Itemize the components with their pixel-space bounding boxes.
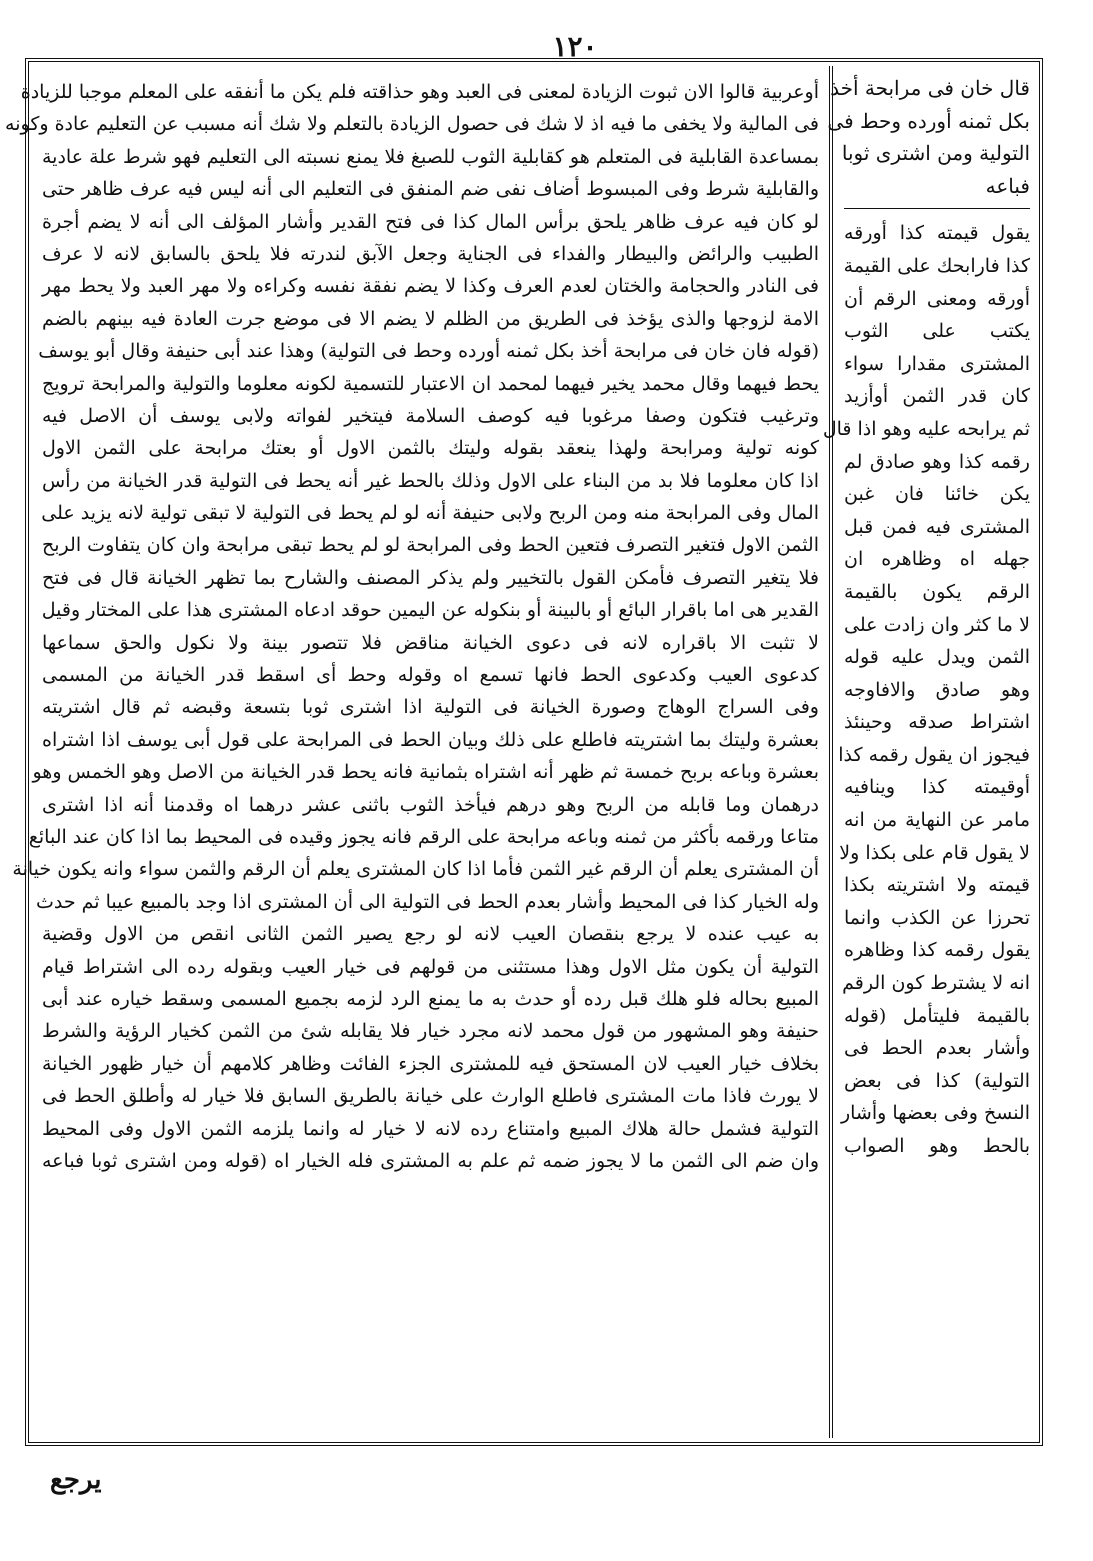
main-text-line: اذا كان معلوما فلا بد من البناء على الاول وذلك بالحط غير أنه يحط فى التولية قدر الخيانة من رأس — [42, 469, 819, 492]
margin-text-line: المشترى مقدارا سواء — [844, 352, 1030, 375]
main-text-line: بعشرة وليتك بما اشتريته فاطلع على ذلك وبيان الحط فى المرابحة على قول أبى يوسف اذا اشتراه — [42, 728, 819, 751]
main-text-line: التولية فشمل حالة هلاك المبيع وامتناع رده لانه لا خيار له وانما يلزمه الثمن الاول وفى المحيط — [42, 1117, 819, 1140]
margin-text-line: وهو صادق والافاوجه — [844, 678, 1030, 701]
margin-text-line: قيمته ولا اشتريته بكذا — [844, 874, 1030, 897]
margin-text-line: تحرزا عن الكذب وانما — [844, 906, 1030, 929]
main-text-line: لو كان فيه عرف ظاهر يلحق برأس المال كذا فى فتح القدير وأشار المؤلف الى أنه لا يضم أجرة — [42, 210, 819, 233]
margin-commentary-column — [822, 66, 1038, 1438]
margin-text-line: ثم يرابحه عليه وهو اذا قال — [822, 417, 1030, 440]
main-text-line: وترغيب فتكون وصفا مرغوبا فيه كوصف السلامة فيتخير لفواته ولابى يوسف أن الاصل فيه — [42, 404, 819, 427]
margin-text-line: فيجوز ان يقول رقمه كذا — [838, 743, 1030, 766]
main-text-line: وفى السراج الوهاج وصورة الخيانة فى التولية اذا اشترى ثوبا بتسعة وقبضه ثم قال اشتريته — [42, 696, 819, 719]
main-text-line: كونه تولية ومرابحة ولهذا ينعقد بقوله وليتك بالثمن الاول أو بعتك مرابحة على الثمن الاول — [42, 437, 819, 460]
main-text-line: يحط فيهما وقال محمد يخير فيهما لمحمد ان الاعتبار للتسمية لكونه معلوما والتولية والمرابحة ترويج — [42, 372, 819, 395]
main-text-line: بعشرة وباعه بربح خمسة ثم ظهر أنه اشتراه بثمانية فانه يحط قدر الخيانة من الاصل وهو الخمس وهو — [32, 761, 819, 784]
margin-text-line: الرقم يكون بالقيمة — [844, 580, 1030, 603]
page-number: ١٢٠ — [552, 30, 598, 63]
margin-text-line: وأشار بعدم الحط فى — [844, 1037, 1030, 1060]
margin-body — [822, 217, 1030, 1162]
margin-text-line: النسخ وفى بعضها وأشار — [840, 1102, 1030, 1125]
margin-text-line: يكتب على الثوب — [844, 320, 1030, 343]
margin-text-line: بالقيمة فليتأمل (قوله — [844, 1004, 1030, 1027]
main-text-line: أوعربية قالوا الان ثبوت الزيادة لمعنى فى العبد وهو حذاقته فلم يكن ما أنفقه على المعلم موجبا للزيادة — [20, 81, 819, 103]
main-text-line: والقابلية شرط وفى المبسوط أضاف نفى ضم المنفق فى التعليم الى أنه ليس فيه عرف ظاهر حتى — [42, 178, 819, 201]
main-text-line: كدعوى العيب وكدعوى الحط فانها تسمع اه وقوله وحط أى اسقط قدر الخيانة من المسمى — [42, 664, 819, 687]
margin-text-line: المشترى فيه فمن قبل — [844, 515, 1030, 538]
margin-text-line: مامر عن النهاية من انه — [844, 809, 1030, 832]
margin-text-line: انه لا يشترط كون الرقم — [842, 972, 1030, 995]
margin-text-line: الثمن ويدل عليه قوله — [844, 646, 1030, 669]
margin-text-line: لا ما كثر وان زادت على — [844, 613, 1030, 636]
main-text-line: بخلاف خيار العيب لان المستحق فيه للمشترى الجزء الفائت وظاهر كلامهم أن خيار ظهور الخيانة — [42, 1052, 819, 1075]
margin-text-line: أوقيمته كذا وينافيه — [844, 776, 1030, 799]
main-text-line: الثمن الاول فتغير التصرف فتعين الحط وفى المرابحة لو لم يحط تبقى مرابحة وان كان يتفاوت الربح — [42, 534, 819, 557]
catchword: يرجع — [50, 1465, 102, 1495]
main-text-line: وله الخيار كذا فى المحيط وأشار بعدم الحط فى التولية الى أن المشترى اذا وجد بالمبيع عيبا ثم حدث — [35, 890, 819, 913]
main-text-line: لا يورث فاذا مات المشترى فاطلع الوارث على خيانة بالطريق السابق فلا خيار له وأطلق الحط فى — [42, 1085, 819, 1108]
margin-text-line: أورقه ومعنى الرقم أن — [844, 287, 1030, 310]
main-text-line: وان ضم الى الثمن ما لا يجوز ضمه ثم علم به المشترى فله الخيار اه (قوله ومن اشترى ثوبا فباعه — [42, 1149, 819, 1172]
main-text-line: بمساعدة القابلية فى المتعلم هو كقابلية الثوب للصبغ فلا يمنع نسبته الى التعليم فهو شرط علة عادية — [42, 145, 819, 168]
main-text-line: فلا يتغير التصرف فأمكن القول بالتخيير ولم يذكر المصنف والشارح بما تظهر الخيانة قال فى فتح — [42, 566, 819, 589]
margin-heading-line: بكل ثمنه أورده وحط فى — [827, 108, 1030, 133]
margin-text-line: كذا فارابحك على القيمة — [843, 254, 1030, 277]
margin-heading-line: فباعه — [985, 173, 1030, 198]
main-text-line: درهمان وما قابله من الربح وهو درهم فيأخذ الثوب باثنى عشر درهما اه وقدمنا أنه اذا اشترى — [42, 793, 819, 816]
margin-heading — [827, 72, 1030, 202]
main-text-line: متاعا ورقمه بأكثر من ثمنه وباعه مرابحة على الرقم فانه يجوز وقيده فى المحيط بما اذا كان عند البائع — [28, 825, 819, 848]
margin-text-line: اشتراط صدقه وحينئذ — [844, 711, 1030, 734]
main-text-line: القدير هى اما باقرار البائع أو بالبينة أو بنكوله عن اليمين حوقد ادعاه المشترى هذا على المختار وقيل — [41, 599, 819, 622]
margin-text-line: كان قدر الثمن أوأزيد — [844, 385, 1030, 408]
margin-text-line: يكن خائنا فان غبن — [844, 483, 1030, 506]
margin-text-line: يقول رقمه كذا وظاهره — [844, 939, 1030, 962]
margin-heading-line: التولية ومن اشترى ثوبا — [841, 141, 1030, 166]
main-text-line: فى النادر والحجامة والختان لعدم العرف وكذا لا يضم نفقة نفسه وكراءه ولا مهر العبد ولا يحط مهر — [42, 275, 819, 298]
margin-text-line: جهله اه وظاهره ان — [844, 548, 1030, 571]
main-text-line: المال وفى المرابحة منه ومن الربح ولابى حنيفة أنه لو لم يحط فى التولية لا تبقى تولية لانه يزيد على — [41, 502, 819, 525]
main-text-line: لا تثبت الا باقراره لانه فى دعوى الخيانة مناقض فلا تتصور بينة ولا نكول والحق سماعها — [42, 631, 819, 654]
margin-text-line: لا يقول قام على بكذا ولا — [839, 841, 1030, 864]
main-text-line: فى المالية ولا يخفى ما فيه اذ لا شك فى حصول الزيادة بالتعلم ولا شك أنه مسبب عن التعليم عادة وكونه — [5, 113, 819, 136]
main-text-line: (قوله فان خان فى مرابحة أخذ بكل ثمنه أورده وحط فى التولية) وهذا عند أبى حنيفة وقال أبو يوسف — [38, 340, 819, 363]
main-text-line: أن المشترى يعلم أن الرقم غير الثمن فأما اذا كان المشترى يعلم أن الرقم والثمن سواء وانه يكون خيانة — [12, 858, 819, 881]
main-text-line: حنيفة وهو المشهور من قول محمد لانه مجرد خيار فلا يقابله شئ من الثمن كخيار الرؤية والشرط — [42, 1020, 819, 1043]
margin-text-line: رقمه كذا وهو صادق لم — [844, 450, 1030, 473]
main-text-line: به عيب عنده لا يرجع بنقصان العيب لانه لو رجع يصير الثمن الثانى انقص من الاول وقضية — [42, 923, 819, 946]
main-text-column — [5, 66, 833, 1438]
margin-divider — [844, 208, 1030, 209]
main-text-line: الطبيب والرائض والبيطار والفداء فى الجناية وجعل الآبق لندرته فلا يلحق بالسابق لانه لا عرف — [42, 242, 819, 265]
margin-text-line: بالحط وهو الصواب — [844, 1135, 1030, 1157]
main-text-line: التولية أن يكون مثل الاول وهذا مستثنى من قولهم فى خيار العيب وبقوله رده الى اشتراط قيام — [42, 955, 819, 978]
margin-heading-line: قال خان فى مرابحة أخذ — [830, 76, 1030, 100]
margin-text-line: التولية) كذا فى بعض — [844, 1069, 1030, 1092]
main-text-line: الامة لزوجها والذى يؤخذ فى الطريق من الظلم لا يضم الا فى موضع جرت العادة فيه بينهم بالضم — [42, 307, 819, 330]
margin-text-line: يقول قيمته كذا أورقه — [844, 222, 1030, 245]
main-text-line: المبيع بحاله فلو هلك قبل رده أو حدث به ما يمنع الرد لزمه بجميع المسمى وسقط خياره عند أبى — [42, 987, 819, 1010]
